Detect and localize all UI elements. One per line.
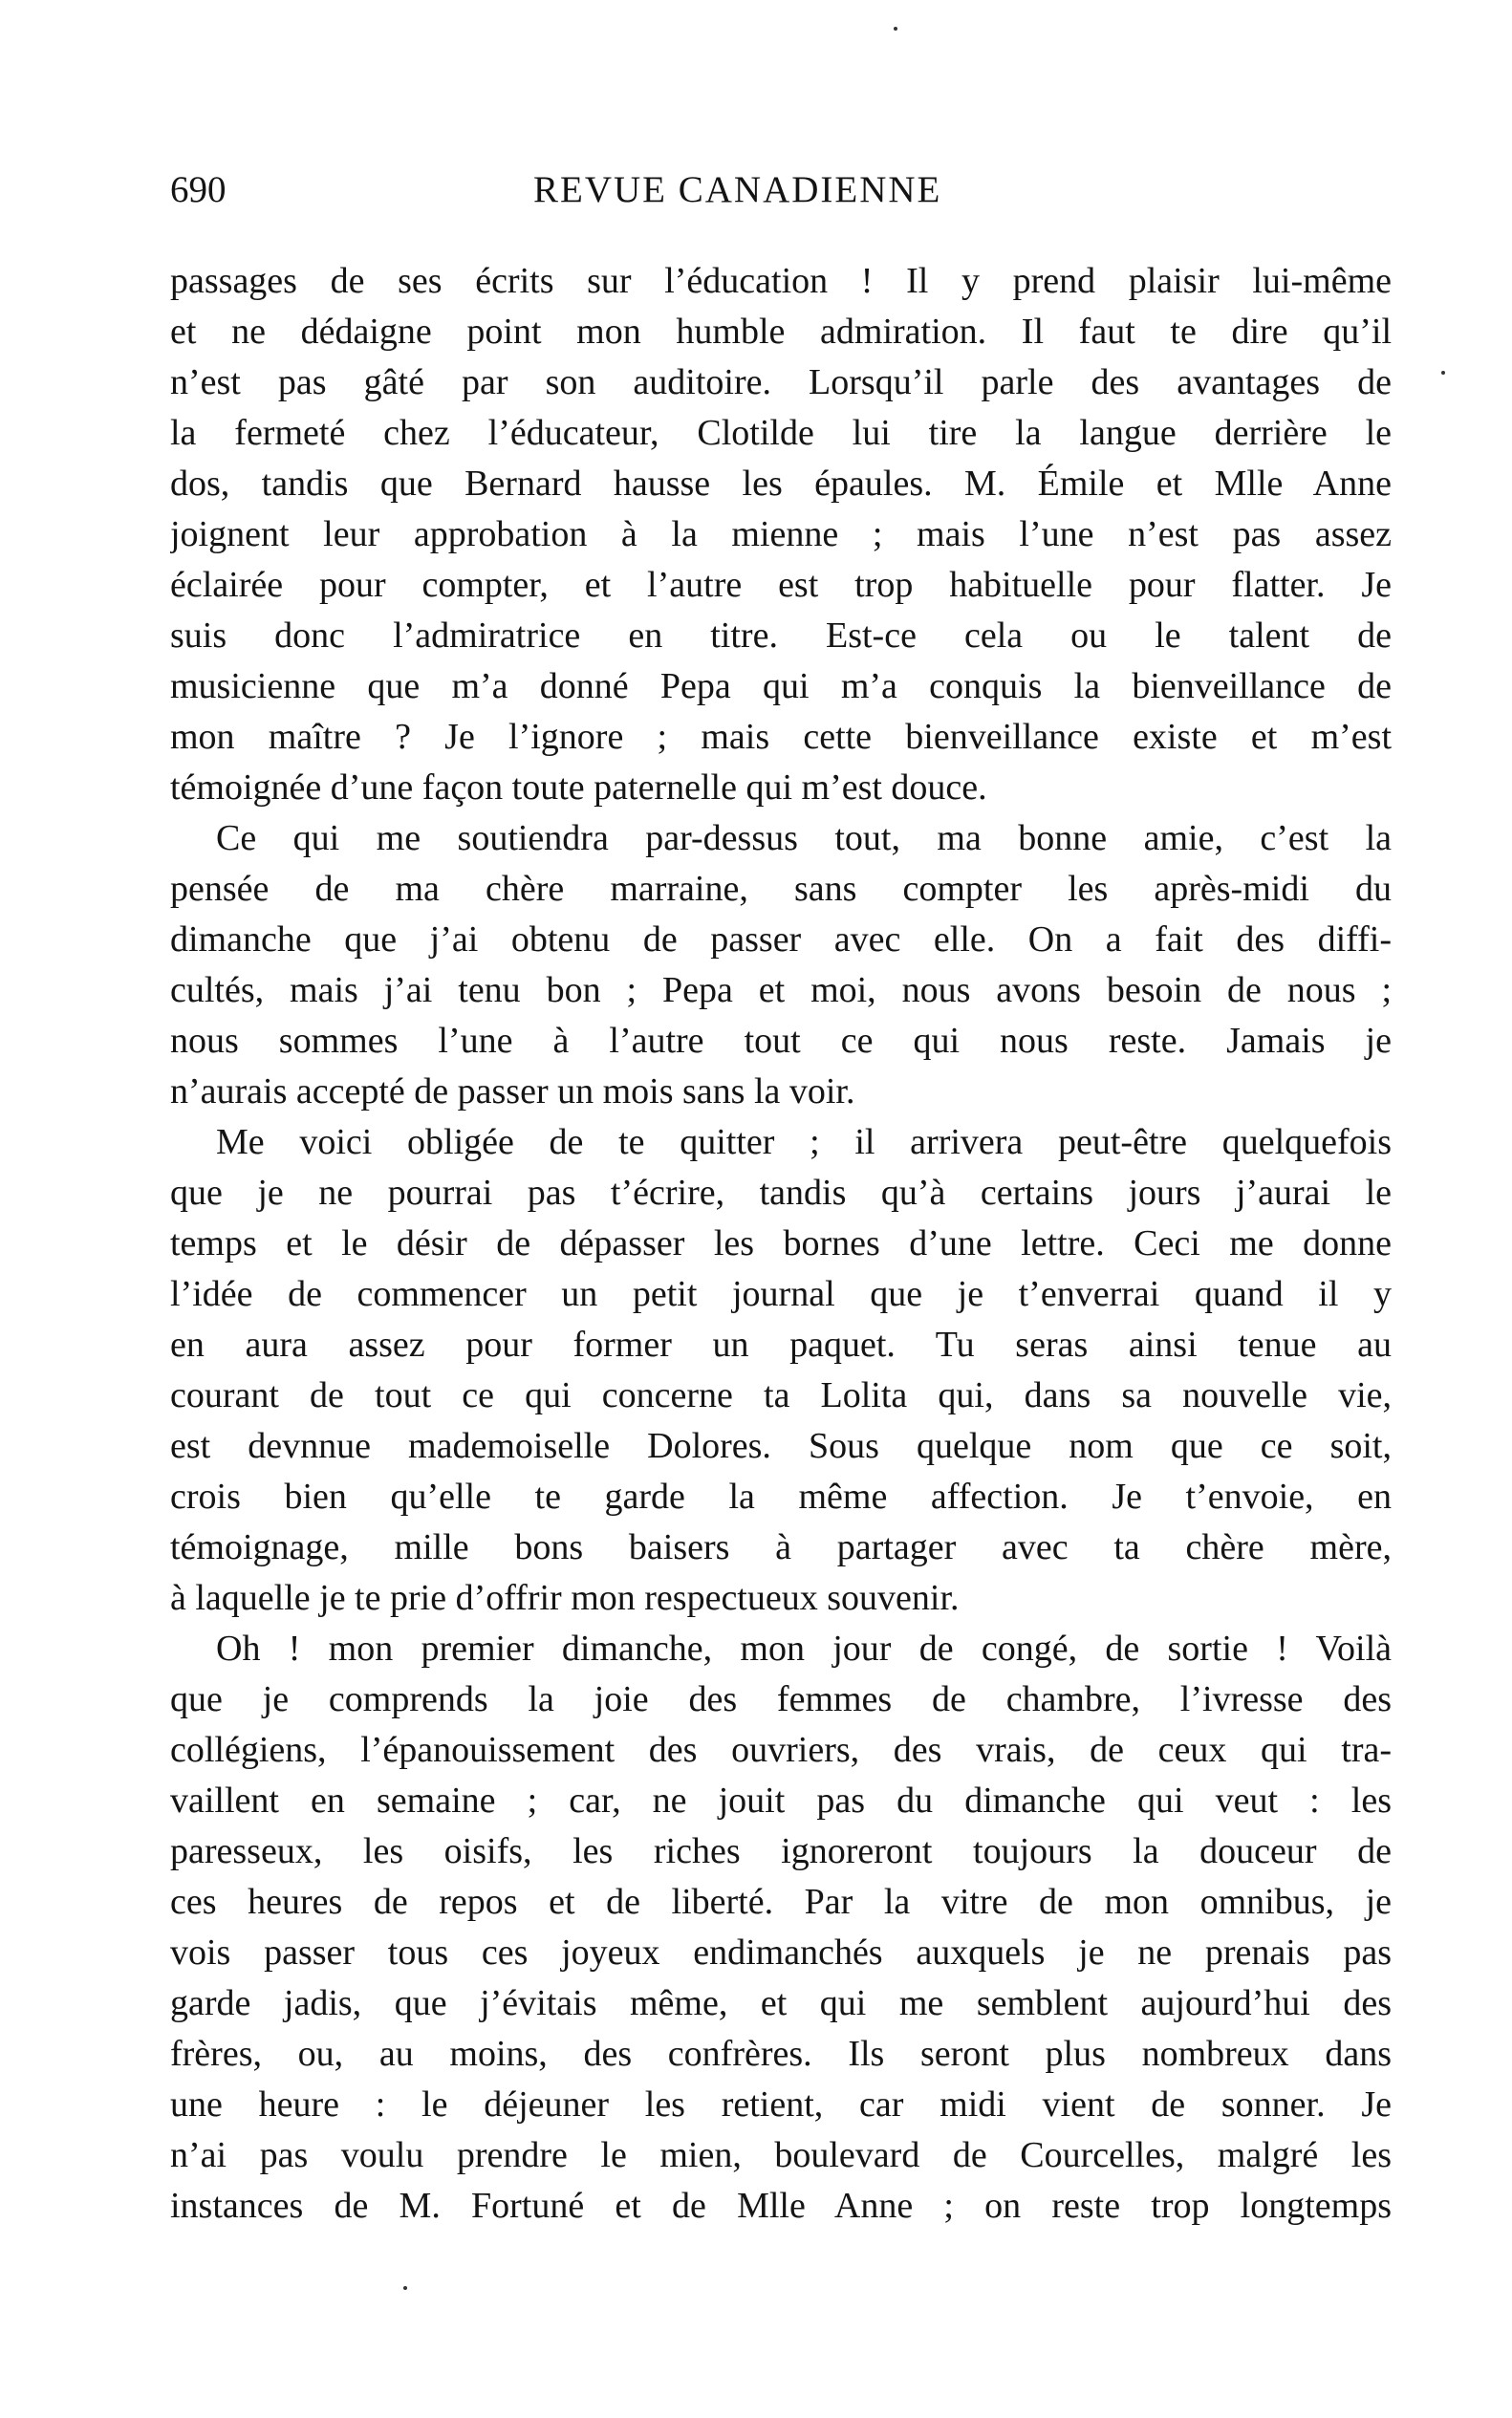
text-line: que je comprends la joie des femmes de chambre, l’ivresse des [170, 1679, 1392, 1719]
text-line: crois bien qu’elle te garde la même affection. Je t’envoie, en [170, 1477, 1392, 1517]
paragraph [170, 813, 1392, 1117]
text-line: temps et le désir de dépasser les bornes d’une lettre. Ceci me donne [170, 1223, 1392, 1263]
text-line: cultés, mais j’ai tenu bon ; Pepa et moi, nous avons besoin de nous ; [170, 970, 1392, 1010]
text-line: témoignée d’une façon toute paternelle qui m’est douce. [170, 767, 987, 808]
text-line: courant de tout ce qui concerne ta Lolita qui, dans sa nouvelle vie, [170, 1375, 1392, 1415]
text-line: instances de M. Fortuné et de Mlle Anne ; on reste trop longtemps [170, 2186, 1392, 2226]
text-line: vaillent en semaine ; car, ne jouit pas du dimanche qui veut : les [170, 1781, 1392, 1821]
text-line: en aura assez pour former un paquet. Tu seras ainsi tenue au [170, 1325, 1392, 1365]
text-line: Oh ! mon premier dimanche, mon jour de congé, de sortie ! Voilà [216, 1629, 1392, 1669]
paragraph [170, 1117, 1392, 1624]
text-line: témoignage, mille bons baisers à partager avec ta chère mère, [170, 1527, 1392, 1567]
body-text [170, 256, 1392, 2232]
print-speck [894, 27, 897, 31]
paragraph [170, 256, 1392, 813]
print-speck [1441, 371, 1445, 375]
text-line: passages de ses écrits sur l’éducation ! Il y prend plaisir lui-même [170, 261, 1392, 301]
text-line: n’est pas gâté par son auditoire. Lorsqu’il parle des avantages de [170, 362, 1392, 402]
text-line: pensée de ma chère marraine, sans compter les après-midi du [170, 869, 1392, 909]
page-header [170, 168, 1392, 226]
text-line: musicienne que m’a donné Pepa qui m’a conquis la bienveillance de [170, 666, 1392, 706]
text-line: éclairée pour compter, et l’autre est trop habituelle pour flatter. Je [170, 565, 1392, 605]
text-line: à laquelle je te prie d’offrir mon respectueux souvenir. [170, 1578, 960, 1618]
paragraph [170, 1624, 1392, 2232]
text-line: Me voici obligée de te quitter ; il arrivera peut-être quelquefois [216, 1122, 1392, 1162]
text-line: la fermeté chez l’éducateur, Clotilde lui tire la langue derrière le [170, 413, 1392, 453]
text-line: n’aurais accepté de passer un mois sans la voir. [170, 1071, 855, 1112]
text-line: nous sommes l’une à l’autre tout ce qui nous reste. Jamais je [170, 1021, 1392, 1061]
text-line: mon maître ? Je l’ignore ; mais cette bienveillance existe et m’est [170, 717, 1392, 757]
text-line: ces heures de repos et de liberté. Par la vitre de mon omnibus, je [170, 1882, 1392, 1922]
text-line: collégiens, l’épanouissement des ouvriers, des vrais, de ceux qui tra- [170, 1730, 1392, 1770]
text-line: et ne dédaigne point mon humble admiration. Il faut te dire qu’il [170, 312, 1392, 352]
text-line: suis donc l’admiratrice en titre. Est-ce cela ou le talent de [170, 615, 1392, 656]
text-line: dos, tandis que Bernard hausse les épaules. M. Émile et Mlle Anne [170, 464, 1392, 504]
page-number: 690 [170, 169, 227, 210]
text-line: dimanche que j’ai obtenu de passer avec elle. On a fait des diffi- [170, 919, 1392, 960]
text-line: est devnnue mademoiselle Dolores. Sous quelque nom que ce soit, [170, 1426, 1392, 1466]
text-line: garde jadis, que j’évitais même, et qui me semblent aujourd’hui des [170, 1983, 1392, 2023]
text-line: Ce qui me soutiendra par-dessus tout, ma bonne amie, c’est la [216, 818, 1392, 858]
text-line: joignent leur approbation à la mienne ; mais l’une n’est pas assez [170, 514, 1392, 554]
text-line: frères, ou, au moins, des confrères. Ils seront plus nombreux dans [170, 2034, 1392, 2074]
text-line: vois passer tous ces joyeux endimanchés auxquels je ne prenais pas [170, 1932, 1392, 1973]
print-speck [403, 2286, 407, 2290]
text-line: une heure : le déjeuner les retient, car midi vient de sonner. Je [170, 2084, 1392, 2125]
text-line: que je ne pourrai pas t’écrire, tandis qu’à certains jours j’aurai le [170, 1173, 1392, 1213]
text-line: n’ai pas voulu prendre le mien, boulevard de Courcelles, malgré les [170, 2135, 1392, 2175]
running-title: REVUE CANADIENNE [533, 169, 942, 210]
text-line: paresseux, les oisifs, les riches ignoreront toujours la douceur de [170, 1831, 1392, 1871]
text-line: l’idée de commencer un petit journal que je t’enverrai quand il y [170, 1274, 1392, 1314]
